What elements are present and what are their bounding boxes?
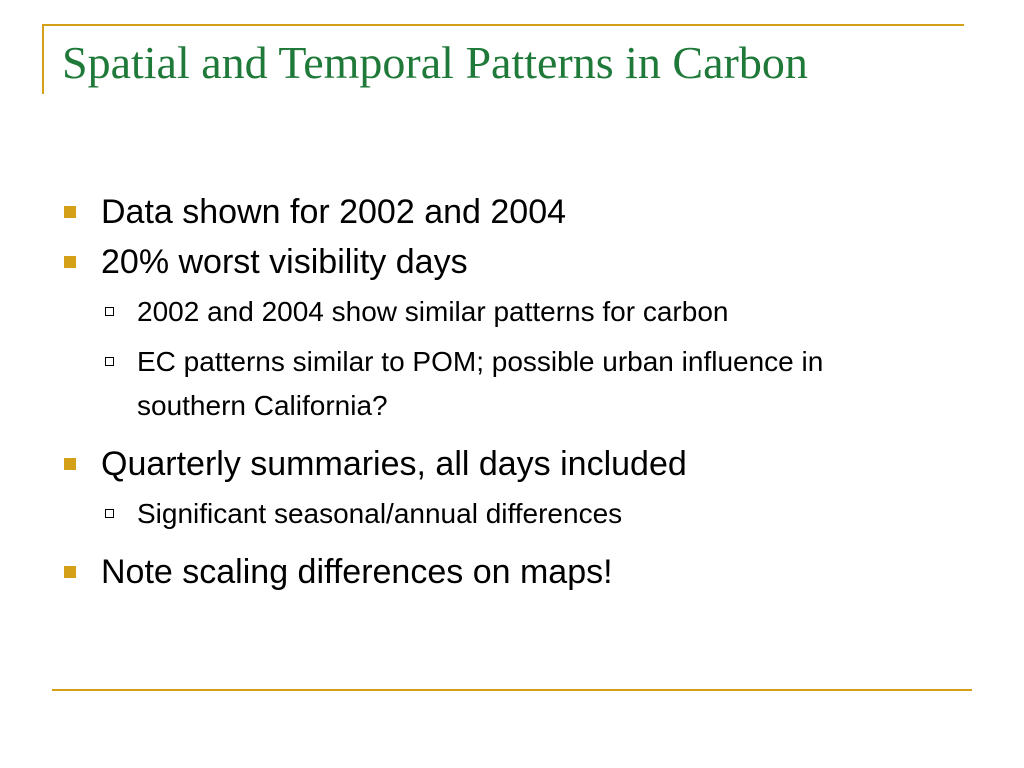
bullet-item [0,550,1024,594]
bullet-text: Data shown for 2002 and 2004 [101,193,567,231]
filled-square-bullet-icon [64,566,76,578]
sub-bullet-item [0,340,877,428]
hollow-square-bullet-icon [105,357,114,366]
filled-square-bullet-icon [64,206,76,218]
sub-bullet-item [0,290,877,334]
bullet-item [0,442,1024,486]
sub-bullet-item [0,492,877,536]
bottom-rule [52,689,972,691]
sub-bullet-text: 2002 and 2004 show similar patterns for carbon [137,296,729,327]
bullet-item [0,240,1024,284]
sub-bullet-text: Significant seasonal/annual differences [137,498,623,529]
bullet-list [0,190,1024,612]
bullet-item [0,190,1024,234]
slide-title: Spatial and Temporal Patterns in Carbon [62,37,808,88]
bullet-text: 20% worst visibility days [101,243,468,281]
hollow-square-bullet-icon [105,307,114,316]
filled-square-bullet-icon [64,256,76,268]
left-rule [42,24,44,94]
bullet-text: Note scaling differences on maps! [101,553,613,591]
filled-square-bullet-icon [64,458,76,470]
bullet-text: Quarterly summaries, all days included [101,445,687,483]
top-rule [42,24,964,26]
sub-bullet-text: EC patterns similar to POM; possible urban influence in southern California? [137,346,824,421]
hollow-square-bullet-icon [105,509,114,518]
